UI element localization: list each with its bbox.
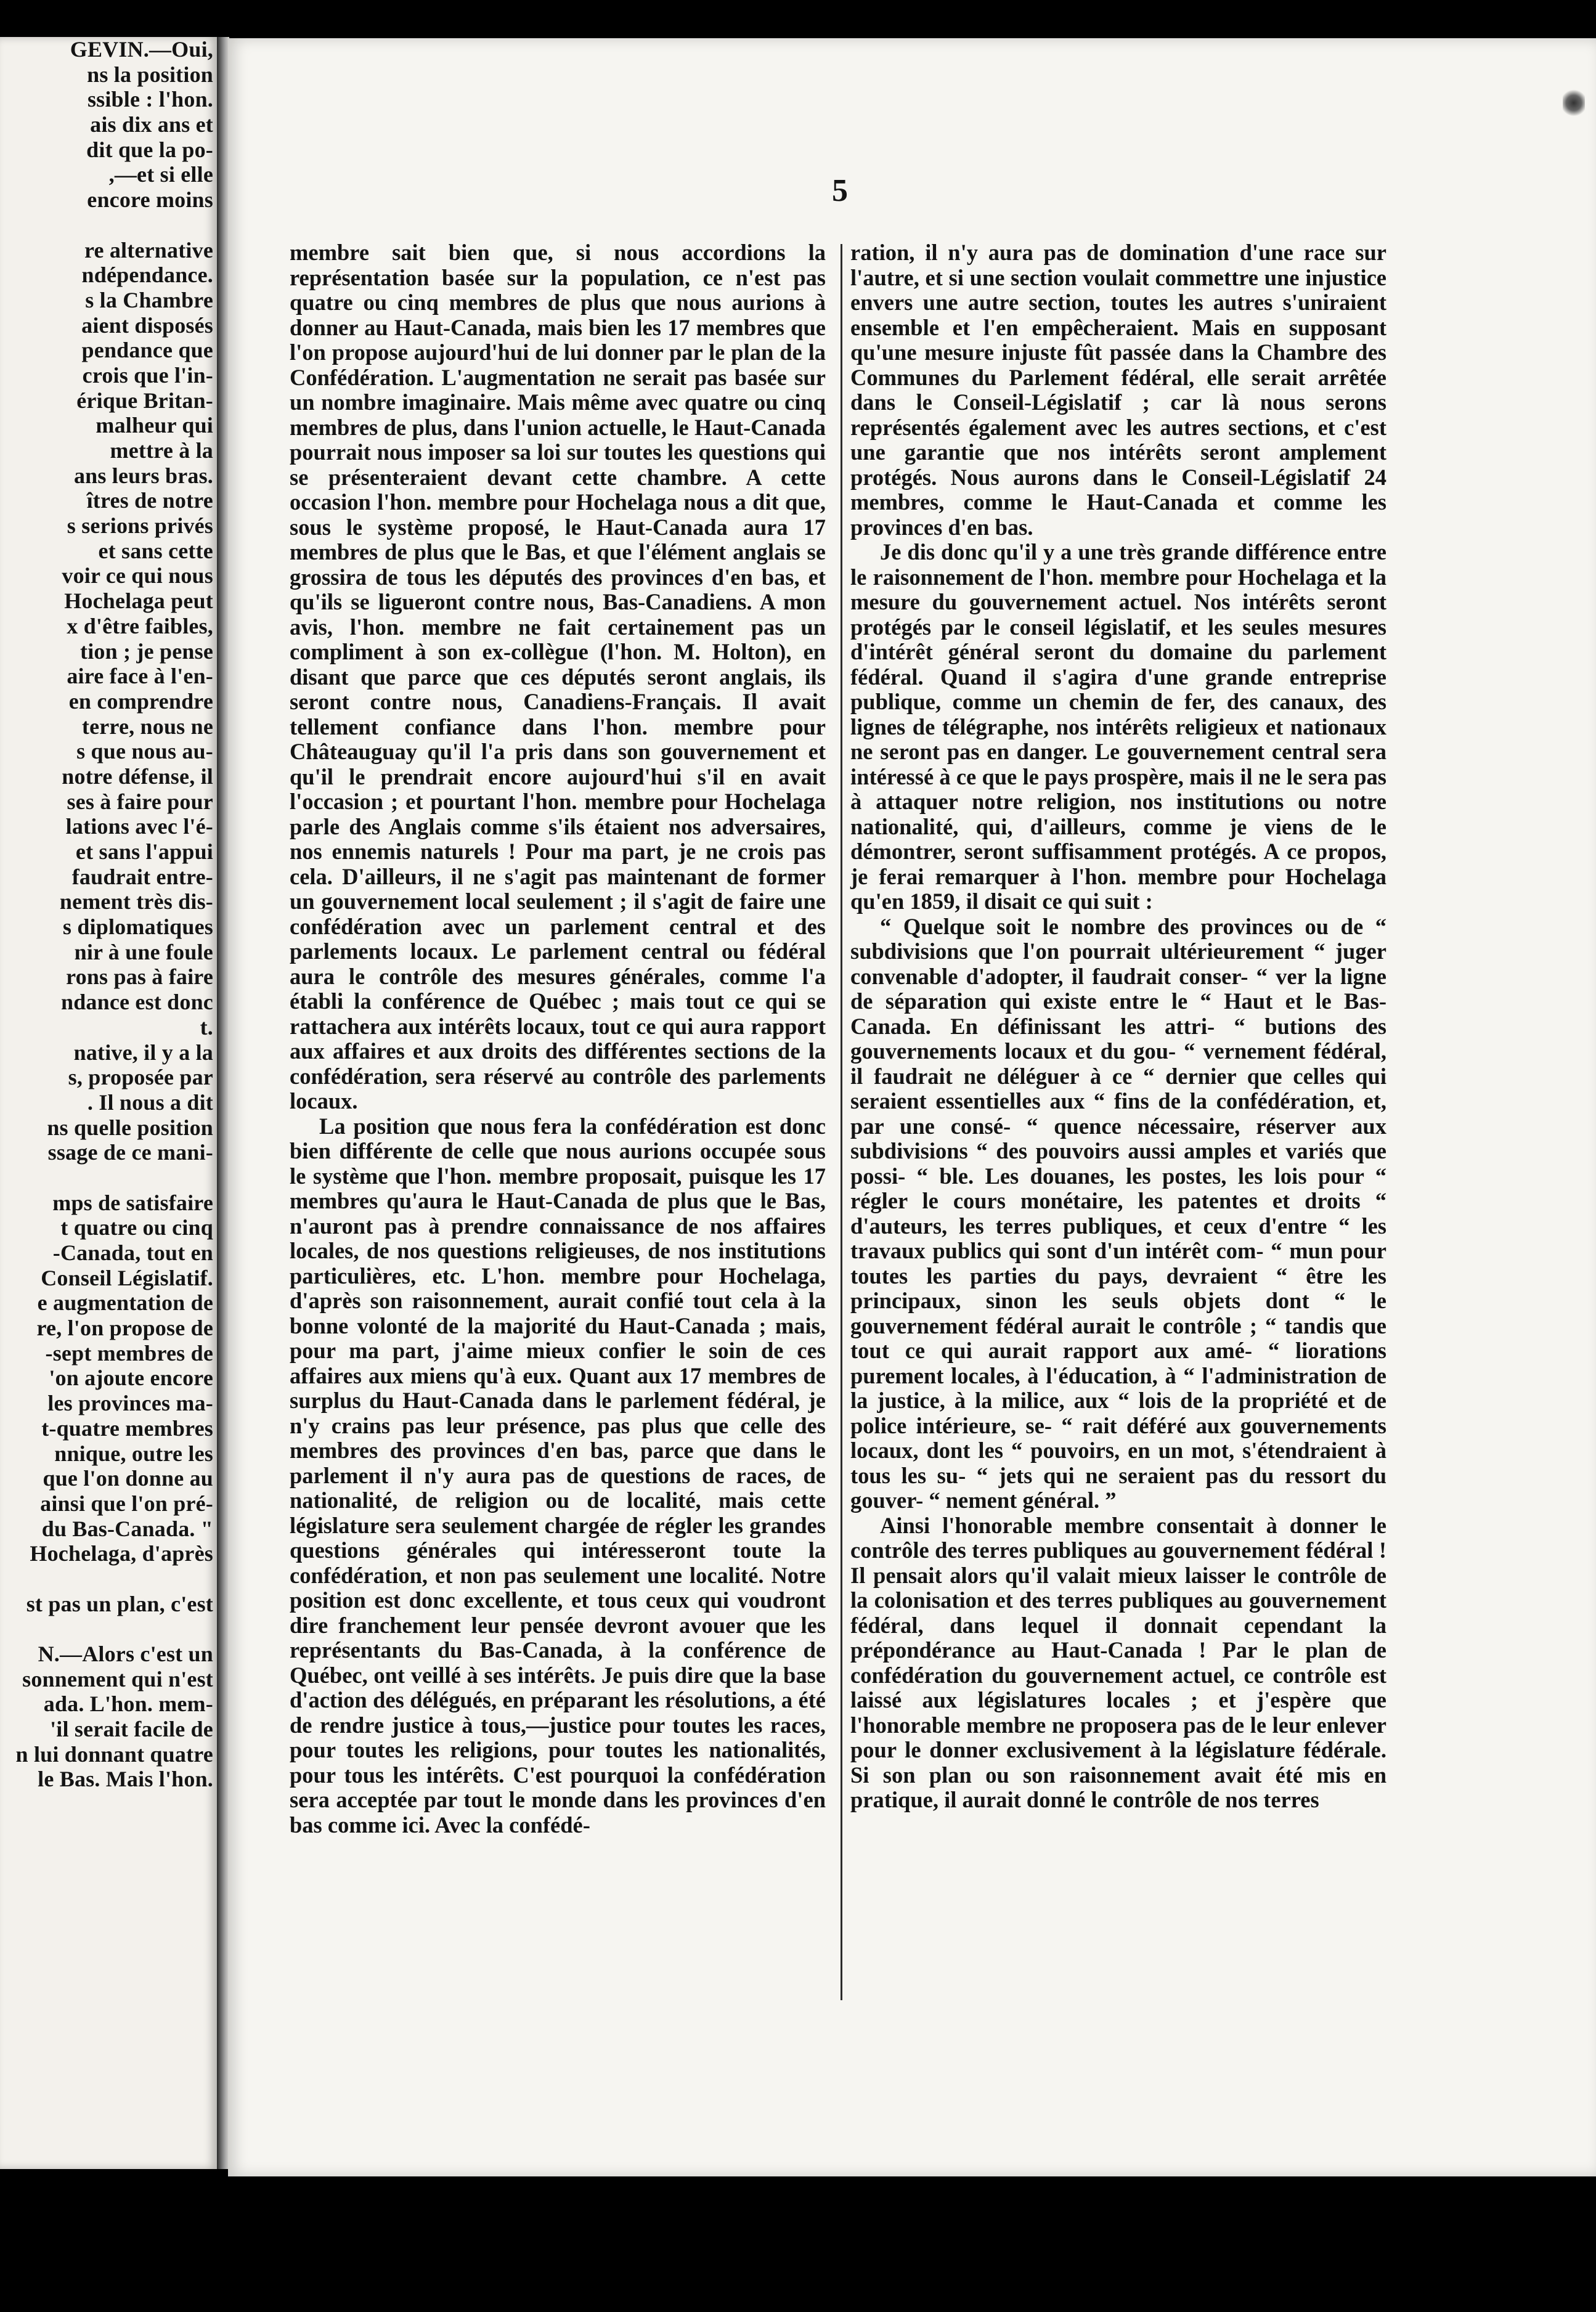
previous-page-line — [0, 213, 213, 238]
previous-page-line: nir à une foule — [74, 939, 213, 964]
previous-page-line: -Canada, tout en — [52, 1240, 213, 1265]
previous-page-line: GEVIN.—Oui, — [70, 37, 213, 62]
previous-page-line: native, il y a la — [73, 1040, 213, 1065]
previous-page-line: . Il nous a dit — [87, 1089, 213, 1115]
previous-page-line: st pas un plan, c'est — [26, 1591, 213, 1616]
previous-page-line: dit que la po- — [86, 137, 213, 162]
quotation: “ Quelque soit le nombre des provinces ou de “ subdivisions que l'on pourrait ultérieurement “ juger convenable d'adopter, il faudrait conser- “ ver la ligne de séparation qui existe entre le “ Haut et le Bas-Canada. En définissant les attri- “ butions des gouvernements locaux et du gou- “ vernement fédéral, il faudrait ne déléguer à ce “ dernier que celles qui seraient essentielles aux “ fins de la confédération, et, par une consé- “ quence nécessaire, réserver aux subdivisions “ des pouvoirs aussi amples et variés que possi- “ ble. Les douanes, les postes, les lois pour “ régler le cours monétaire, les patentes et droits “ d'auteurs, les terres publiques, et ceux d'entre “ les travaux publics qui sont d'un intérêt com- “ mun pour toutes les parties du pays, devraient “ être les principaux, sinon les seuls objets dont “ le gouvernement fédéral aurait le contrôle ; “ tandis que tout ce qui aurait rapport aux amé- “ liorations purement locales, à l'éducation, à “ l'administration de la justice, à la milice, aux “ lois de la propriété et de police intérieure, se- “ rait déféré aux gouvernements locaux, dont les “ pouvoirs, en un mot, s'étendraient à tous les su- “ jets qui ne seraient pas du ressort du gouver- “ nement général. ” — [850, 913, 1386, 1513]
previous-page-line: ssage de ce mani- — [47, 1140, 213, 1165]
previous-page-line: encore moins — [87, 187, 213, 213]
previous-page-line: t-quatre membres — [41, 1415, 213, 1441]
paragraph: ration, il n'y aura pas de domination d'une race sur l'autre, et si une section voulait commettre une injustice envers une autre section, toutes les autres s'uniraient ensemble et l'en empêcheraient. Mais en supposant qu'une mesure injuste fût passée dans la Chambre des Communes du Parlement fédéral, elle serait arrêtée dans le Conseil-Législatif ; car là nous serons représentés également avec les autres sections, et c'est une garantie que nos intérêts seront amplement protégés. Nous aurons dans le Conseil-Législatif 24 membres, comme le Haut-Canada et comme les provinces d'en bas. — [850, 240, 1386, 540]
previous-page-line: ndépendance. — [81, 263, 213, 288]
previous-page-line: et sans cette — [98, 538, 213, 563]
previous-page-line: ainsi que l'on pré- — [40, 1491, 213, 1516]
previous-page-line: s que nous au- — [76, 739, 213, 764]
previous-page-line: sonnement qui n'est — [22, 1666, 213, 1691]
previous-page-line: ans leurs bras. — [73, 463, 213, 488]
previous-page-text — [0, 37, 213, 1792]
previous-page-line: e augmentation de — [37, 1290, 213, 1316]
previous-page-line — [0, 1165, 213, 1191]
previous-page-line: du Bas-Canada. " — [41, 1516, 213, 1541]
previous-page-line: 'il serait facile de — [50, 1717, 213, 1742]
previous-page-line: lations avec l'é- — [65, 814, 213, 839]
previous-page-line: t. — [200, 1014, 213, 1040]
previous-page-line: voir ce qui nous — [62, 563, 213, 588]
previous-page-line: t quatre ou cinq — [60, 1215, 213, 1240]
previous-page-line: 'on ajoute encore — [49, 1366, 213, 1391]
paragraph: Je dis donc qu'il y a une très grande différence entre le raisonnement de l'hon. membre pour Hochelaga et la mesure du gouvernement actuel. Nos intérêts seront protégés par le conseil législatif, et les seules mesures d'intérêt général seront du domaine du parlement fédéral. Quand il s'agira d'une grande entreprise publique, comme un chemin de fer, des canaux, des lignes de télégraphe, nos intérêts religieux et nationaux ne seront pas en danger. Le gouvernement central sera intéressé à ce que le pays prospère, mais il ne le sera pas à attaquer notre religion, nos institutions ou notre nationalité, qui, d'ailleurs, comme je viens de le démontrer, seront suffisamment protégés. A ce propos, je ferai remarquer à l'hon. membre pour Hochelaga qu'en 1859, il disait ce qui suit : — [850, 539, 1386, 914]
previous-page-line: n lui donnant quatre — [15, 1741, 213, 1767]
previous-page-line: Conseil Législatif. — [41, 1265, 213, 1290]
previous-page-line: ais dix ans et — [90, 112, 213, 137]
previous-page-line: s serions privés — [67, 513, 213, 539]
previous-page-line: ssible : l'hon. — [87, 87, 213, 112]
paragraph: La position que nous fera la confédération est donc bien différente de celle que nous aurions occupée sous le système que l'hon. membre proposait, puisque les 17 membres qu'aura le Haut-Canada de plus que le Bas, n'auront pas à prendre connaissance de nos affaires locales, de nos questions religieuses, de nos institutions particulières, etc. L'hon. membre pour Hochelaga, d'après son raisonnement, aurait confié tout cela à la bonne volonté de la majorité du Haut-Canada ; mais, pour ma part, j'aime mieux confier le soin de ces affaires aux miens qu'à eux. Quant aux 17 membres de surplus du Haut-Canada dans le parlement fédéral, je n'y crains pas leur présence, pas plus que celle des membres des provinces d'en bas, parce que dans le parlement il n'y aura pas de questions de races, de nationalité, de religion ou de localité, mais cette législature sera seulement chargée de régler les grandes questions générales qui intéresseront toute la confédération, et non pas seulement une localité. Notre position est donc excellente, et tous ceux qui voudront dire franchement leur pensée devront avouer que les représentants du Bas-Canada, à la conférence de Québec, ont veillé à ses intérêts. Je puis dire que la base d'action des délégués, en préparant les résolutions, a été de rendre justice à tous,—justice pour toutes les races, pour toutes les religions, pour toutes les nationalités, pour tous les intérêts. C'est pourquoi la confédération sera acceptée par tout le monde dans les provinces d'en bas comme ici. Avec la confédé- — [290, 1113, 826, 1838]
paragraph: Ainsi l'honorable membre consentait à donner le contrôle des terres publiques au gouvernement fédéral ! Il pensait alors qu'il valait mieux laisser le contrôle de la colonisation et des terres publiques au gouvernement fédéral, dans lequel il donnait cependant la prépondérance au Haut-Canada ! Par le plan de confédération du gouvernement actuel, ce contrôle est laissé aux législatures locales ; et j'espère que l'honorable membre ne proposera pas de le leur enlever pour le donner exclusivement à la législature fédérale. Si son plan ou son raisonnement avait été mis en pratique, il aurait donné le contrôle de nos terres — [850, 1512, 1386, 1812]
previous-page-line: malheur qui — [96, 413, 213, 438]
previous-page-line: s, proposée par — [68, 1065, 213, 1090]
previous-page-line: terre, nous ne — [81, 714, 213, 739]
previous-page-line: ses à faire pour — [67, 789, 213, 814]
previous-page-line: ,—et si elle — [108, 162, 213, 187]
previous-page-line: pendance que — [81, 338, 213, 363]
previous-page-line: aire face à l'en- — [67, 664, 213, 689]
previous-page-line: le Bas. Mais l'hon. — [38, 1767, 213, 1792]
paragraph: membre sait bien que, si nous accordions la représentation basée sur la population, ce n'est pas quatre ou cinq membres de plus que nous aurions à donner au Haut-Canada, mais bien les 17 membres que l'on propose aujourd'hui de lui donner par le plan de la Confédération. L'augmentation ne serait pas basée sur un nombre imaginaire. Mais même avec quatre ou cinq membres de plus, dans l'union actuelle, le Haut-Canada pourrait nous imposer sa loi sur toutes les questions qui se présenteraient devant cette chambre. A cette occasion l'hon. membre pour Hochelaga nous a dit que, sous le système proposé, le Haut-Canada aura 17 membres de plus que le Bas, et que l'élément anglais se grossira de tous les députés des provinces d'en bas, et qu'ils se ligueront contre nous, Bas-Canadiens. A mon avis, l'hon. membre ne fait certainement pas un compliment à son ex-collègue (l'hon. M. Holton), en disant que parce que ces députés seront anglais, ils seront contre nous, Canadiens-Français. Il avait tellement confiance dans l'hon. membre pour Châteauguay qu'il l'a pris dans son gouvernement et qu'il le prendrait encore aujourd'hui s'il en avait l'occasion ; et pourtant l'hon. membre pour Hochelaga parle des Anglais comme s'ils étaient nos adversaires, nos ennemis naturels ! Pour ma part, je ne crois pas cela. D'ailleurs, il ne s'agit pas maintenant de former un gouvernement local seulement ; il s'agit de faire une confédération avec un parlement central et des parlements locaux. Le parlement central ou fédéral aura le contrôle des mesures générales, comme l'a établi la conférence de Québec ; mais tout ce qui se rattachera aux intérêts locaux, tout ce qui aura rapport aux affaires et aux droits des différentes sections de la confédération, sera réservé au contrôle des parlements locaux. — [290, 240, 826, 1113]
previous-page-line: en comprendre — [68, 688, 213, 714]
column-divider — [841, 244, 842, 2000]
previous-page-line: x d'être faibles, — [67, 613, 213, 638]
previous-page-line — [0, 1566, 213, 1592]
previous-page-line: re alternative — [84, 237, 213, 263]
previous-page-line: mps de satisfaire — [52, 1190, 213, 1215]
previous-page-line: les provinces ma- — [47, 1391, 213, 1416]
previous-page-line: aient disposés — [81, 312, 213, 338]
previous-page-line: rons pas à faire — [66, 964, 213, 990]
previous-page-line: tion ; je pense — [80, 638, 213, 664]
previous-page-line: Hochelaga, d'après — [30, 1541, 213, 1566]
previous-page-line — [0, 1616, 213, 1642]
text-column-2 — [850, 240, 1386, 1813]
previous-page-line: que l'on donne au — [43, 1466, 213, 1491]
previous-page-line: s diplomatiques — [62, 914, 213, 940]
previous-page-line: et sans l'appui — [75, 839, 213, 864]
previous-page — [0, 37, 217, 2169]
previous-page-line: ns la position — [87, 62, 213, 87]
previous-page-line: N.—Alors c'est un — [38, 1642, 213, 1666]
previous-page-line: Hochelaga peut — [64, 588, 213, 614]
previous-page-line: re, l'on propose de — [36, 1316, 213, 1341]
previous-page-line: érique Britan- — [76, 388, 213, 413]
previous-page-line: faudrait entre- — [71, 864, 213, 889]
previous-page-line: nnique, outre les — [54, 1441, 213, 1466]
text-column-1 — [290, 240, 826, 1838]
previous-page-line: ns quelle position — [47, 1115, 213, 1140]
previous-page-line: s la Chambre — [85, 287, 213, 312]
previous-page-line: ada. L'hon. mem- — [43, 1691, 213, 1717]
previous-page-line: îtres de notre — [86, 488, 213, 513]
previous-page-line: nement très dis- — [59, 889, 213, 914]
previous-page-line: crois que l'in- — [82, 362, 213, 388]
book-gutter — [217, 37, 229, 2169]
page-number: 5 — [832, 173, 848, 208]
corner-smudge — [1563, 88, 1585, 118]
previous-page-line: -sept membres de — [45, 1340, 213, 1366]
previous-page-line: notre défense, il — [62, 763, 213, 789]
previous-page-line: mettre à la — [110, 438, 213, 463]
previous-page-line: ndance est donc — [60, 990, 213, 1015]
